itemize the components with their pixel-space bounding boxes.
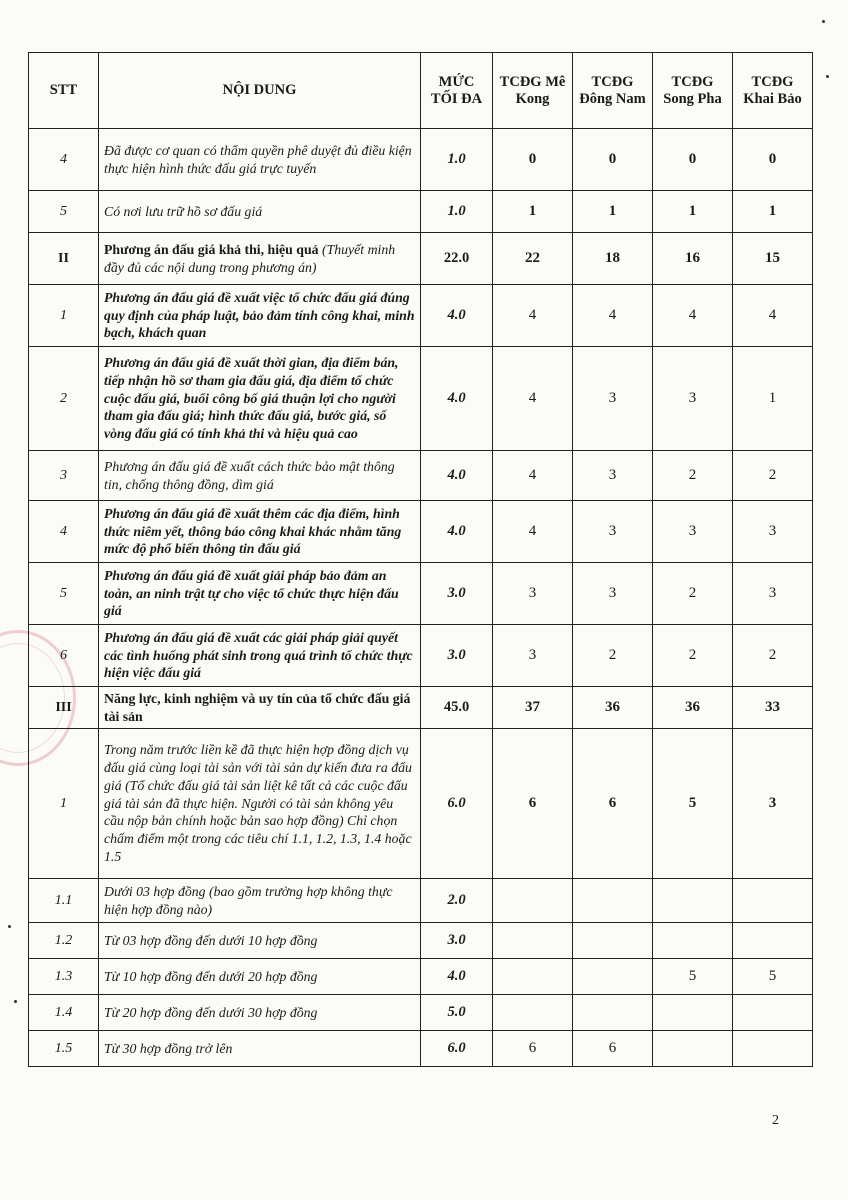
score-songpha: 5	[653, 959, 733, 995]
table-row	[29, 923, 813, 959]
row-content: Phương án đấu giá đề xuất thêm các địa điểm, hình thức niêm yết, thông báo công khai khác nhằm tăng mức độ phổ biến thông tin đấu giá	[99, 501, 421, 563]
score-dongnam: 6	[573, 1031, 653, 1067]
row-max: 5.0	[421, 995, 493, 1031]
score-khaibao	[733, 879, 813, 923]
score-khaibao: 3	[733, 501, 813, 563]
score-mekong: 1	[493, 191, 573, 233]
header-org-songpha: TCĐG Song Pha	[653, 53, 733, 129]
score-dongnam: 36	[573, 687, 653, 729]
row-max: 3.0	[421, 625, 493, 687]
row-content	[99, 233, 421, 285]
row-content: Từ 10 hợp đồng đến dưới 20 hợp đồng	[99, 959, 421, 995]
row-content: Phương án đấu giá đề xuất các giải pháp giải quyết các tình huống phát sinh trong quá trình tổ chức thực hiện việc đấu giá	[99, 625, 421, 687]
row-content: Đã được cơ quan có thẩm quyền phê duyệt đủ điều kiện thực hiện hình thức đấu giá trực tuyến	[99, 129, 421, 191]
score-khaibao: 1	[733, 191, 813, 233]
row-content: Phương án đấu giá đề xuất giải pháp bảo đảm an toàn, an ninh trật tự cho việc tổ chức thực hiện đấu giá	[99, 563, 421, 625]
score-mekong: 22	[493, 233, 573, 285]
score-songpha	[653, 995, 733, 1031]
row-max: 3.0	[421, 563, 493, 625]
scan-speck	[822, 20, 825, 23]
score-dongnam: 3	[573, 451, 653, 501]
score-dongnam: 1	[573, 191, 653, 233]
row-max: 4.0	[421, 959, 493, 995]
header-max: MỨC TỐI ĐA	[421, 53, 493, 129]
row-content: Phương án đấu giá đề xuất cách thức bảo mật thông tin, chống thông đồng, dìm giá	[99, 451, 421, 501]
row-max: 2.0	[421, 879, 493, 923]
table-row	[29, 347, 813, 451]
score-mekong	[493, 879, 573, 923]
score-songpha: 4	[653, 285, 733, 347]
score-mekong: 3	[493, 563, 573, 625]
table-row	[29, 1031, 813, 1067]
score-khaibao: 0	[733, 129, 813, 191]
score-mekong: 37	[493, 687, 573, 729]
score-mekong	[493, 995, 573, 1031]
row-max: 4.0	[421, 501, 493, 563]
row-stt: 3	[29, 451, 99, 501]
score-dongnam: 2	[573, 625, 653, 687]
table-row	[29, 995, 813, 1031]
scan-speck	[826, 75, 829, 78]
row-stt: 5	[29, 191, 99, 233]
row-content: Dưới 03 hợp đồng (bao gồm trường hợp không thực hiện hợp đồng nào)	[99, 879, 421, 923]
score-mekong: 6	[493, 729, 573, 879]
row-stt: 6	[29, 625, 99, 687]
score-dongnam: 3	[573, 347, 653, 451]
row-content: Năng lực, kinh nghiệm và uy tín của tổ chức đấu giá tài sản	[99, 687, 421, 729]
score-songpha: 3	[653, 347, 733, 451]
score-khaibao	[733, 995, 813, 1031]
score-songpha: 1	[653, 191, 733, 233]
row-stt: 1.1	[29, 879, 99, 923]
score-mekong	[493, 923, 573, 959]
score-mekong	[493, 959, 573, 995]
row-content: Từ 20 hợp đồng đến dưới 30 hợp đồng	[99, 995, 421, 1031]
score-khaibao: 4	[733, 285, 813, 347]
row-stt: 5	[29, 563, 99, 625]
row-max: 1.0	[421, 191, 493, 233]
header-org-dongnam: TCĐG Đông Nam	[573, 53, 653, 129]
scan-speck	[14, 1000, 17, 1003]
score-mekong: 3	[493, 625, 573, 687]
row-stt: II	[29, 233, 99, 285]
score-dongnam: 6	[573, 729, 653, 879]
row-stt: 1	[29, 729, 99, 879]
score-khaibao: 33	[733, 687, 813, 729]
score-dongnam	[573, 923, 653, 959]
score-songpha: 5	[653, 729, 733, 879]
row-content-bold: Phương án đấu giá khả thi, hiệu quả	[104, 241, 319, 257]
score-mekong: 4	[493, 451, 573, 501]
score-khaibao	[733, 923, 813, 959]
row-content: Có nơi lưu trữ hồ sơ đấu giá	[99, 191, 421, 233]
table-row	[29, 563, 813, 625]
score-songpha: 2	[653, 563, 733, 625]
score-khaibao: 15	[733, 233, 813, 285]
row-stt: 1	[29, 285, 99, 347]
row-content: Phương án đấu giá đề xuất việc tổ chức đấu giá đúng quy định của pháp luật, bảo đảm tính công khai, minh bạch, khách quan	[99, 285, 421, 347]
score-songpha	[653, 879, 733, 923]
score-khaibao: 3	[733, 563, 813, 625]
row-content-note: (Thuyết minh đầy đủ các nội dung trong phương án)	[104, 241, 396, 275]
row-content: Trong năm trước liền kề đã thực hiện hợp đồng dịch vụ đấu giá cùng loại tài sản với tài sản dự kiến đưa ra đấu giá (Tổ chức đấu giá tài sản liệt kê tất cả các cuộc đấu giá tài sản đã thực hiện. Người có tài sản không yêu cầu nộp bản chính hoặc bản sao hợp đồng) Chỉ chọn chấm điểm một trong các tiêu chí 1.1, 1.2, 1.3, 1.4 hoặc 1.5	[99, 729, 421, 879]
score-dongnam: 0	[573, 129, 653, 191]
row-max: 1.0	[421, 129, 493, 191]
score-dongnam: 3	[573, 563, 653, 625]
score-mekong: 0	[493, 129, 573, 191]
score-songpha	[653, 1031, 733, 1067]
row-max: 4.0	[421, 347, 493, 451]
row-max: 4.0	[421, 285, 493, 347]
row-stt: 1.4	[29, 995, 99, 1031]
row-stt: 2	[29, 347, 99, 451]
row-max: 6.0	[421, 1031, 493, 1067]
score-khaibao: 5	[733, 959, 813, 995]
table-row	[29, 625, 813, 687]
table-row	[29, 501, 813, 563]
score-dongnam: 4	[573, 285, 653, 347]
score-songpha: 36	[653, 687, 733, 729]
score-mekong: 6	[493, 1031, 573, 1067]
table-row-section	[29, 233, 813, 285]
row-max: 45.0	[421, 687, 493, 729]
header-org-mekong: TCĐG Mê Kong	[493, 53, 573, 129]
row-max: 3.0	[421, 923, 493, 959]
table-row	[29, 729, 813, 879]
header-stt: STT	[29, 53, 99, 129]
table-row	[29, 879, 813, 923]
row-content: Từ 30 hợp đồng trở lên	[99, 1031, 421, 1067]
row-max: 4.0	[421, 451, 493, 501]
row-max: 6.0	[421, 729, 493, 879]
score-dongnam: 3	[573, 501, 653, 563]
score-songpha: 0	[653, 129, 733, 191]
score-khaibao	[733, 1031, 813, 1067]
score-songpha: 3	[653, 501, 733, 563]
score-songpha: 2	[653, 451, 733, 501]
row-content: Phương án đấu giá đề xuất thời gian, địa điểm bán, tiếp nhận hồ sơ tham gia đấu giá, địa điểm tổ chức cuộc đấu giá, buổi công bố giá thuận lợi cho người tham gia đấu giá; hình thức đấu giá, bước giá, số vòng đấu giá có tính khả thi và hiệu quả cao	[99, 347, 421, 451]
score-dongnam	[573, 959, 653, 995]
score-dongnam	[573, 879, 653, 923]
score-songpha: 16	[653, 233, 733, 285]
score-dongnam: 18	[573, 233, 653, 285]
page-number: 2	[772, 1113, 779, 1128]
score-khaibao: 1	[733, 347, 813, 451]
table-row	[29, 285, 813, 347]
row-stt: 4	[29, 501, 99, 563]
table-row-section	[29, 687, 813, 729]
header-org-khaibao: TCĐG Khai Bảo	[733, 53, 813, 129]
score-mekong: 4	[493, 285, 573, 347]
score-dongnam	[573, 995, 653, 1031]
table-row	[29, 191, 813, 233]
table-row	[29, 959, 813, 995]
row-max: 22.0	[421, 233, 493, 285]
score-khaibao: 2	[733, 451, 813, 501]
row-stt: 4	[29, 129, 99, 191]
score-mekong: 4	[493, 347, 573, 451]
score-mekong: 4	[493, 501, 573, 563]
score-khaibao: 2	[733, 625, 813, 687]
score-songpha	[653, 923, 733, 959]
scan-speck	[8, 925, 11, 928]
score-songpha: 2	[653, 625, 733, 687]
row-stt: 1.5	[29, 1031, 99, 1067]
header-content: NỘI DUNG	[99, 53, 421, 129]
scoring-table	[28, 52, 813, 1067]
table-row	[29, 129, 813, 191]
table-row	[29, 451, 813, 501]
row-stt: 1.2	[29, 923, 99, 959]
header-row	[29, 53, 813, 129]
score-khaibao: 3	[733, 729, 813, 879]
row-content: Từ 03 hợp đồng đến dưới 10 hợp đồng	[99, 923, 421, 959]
row-stt: 1.3	[29, 959, 99, 995]
row-stt: III	[29, 687, 99, 729]
